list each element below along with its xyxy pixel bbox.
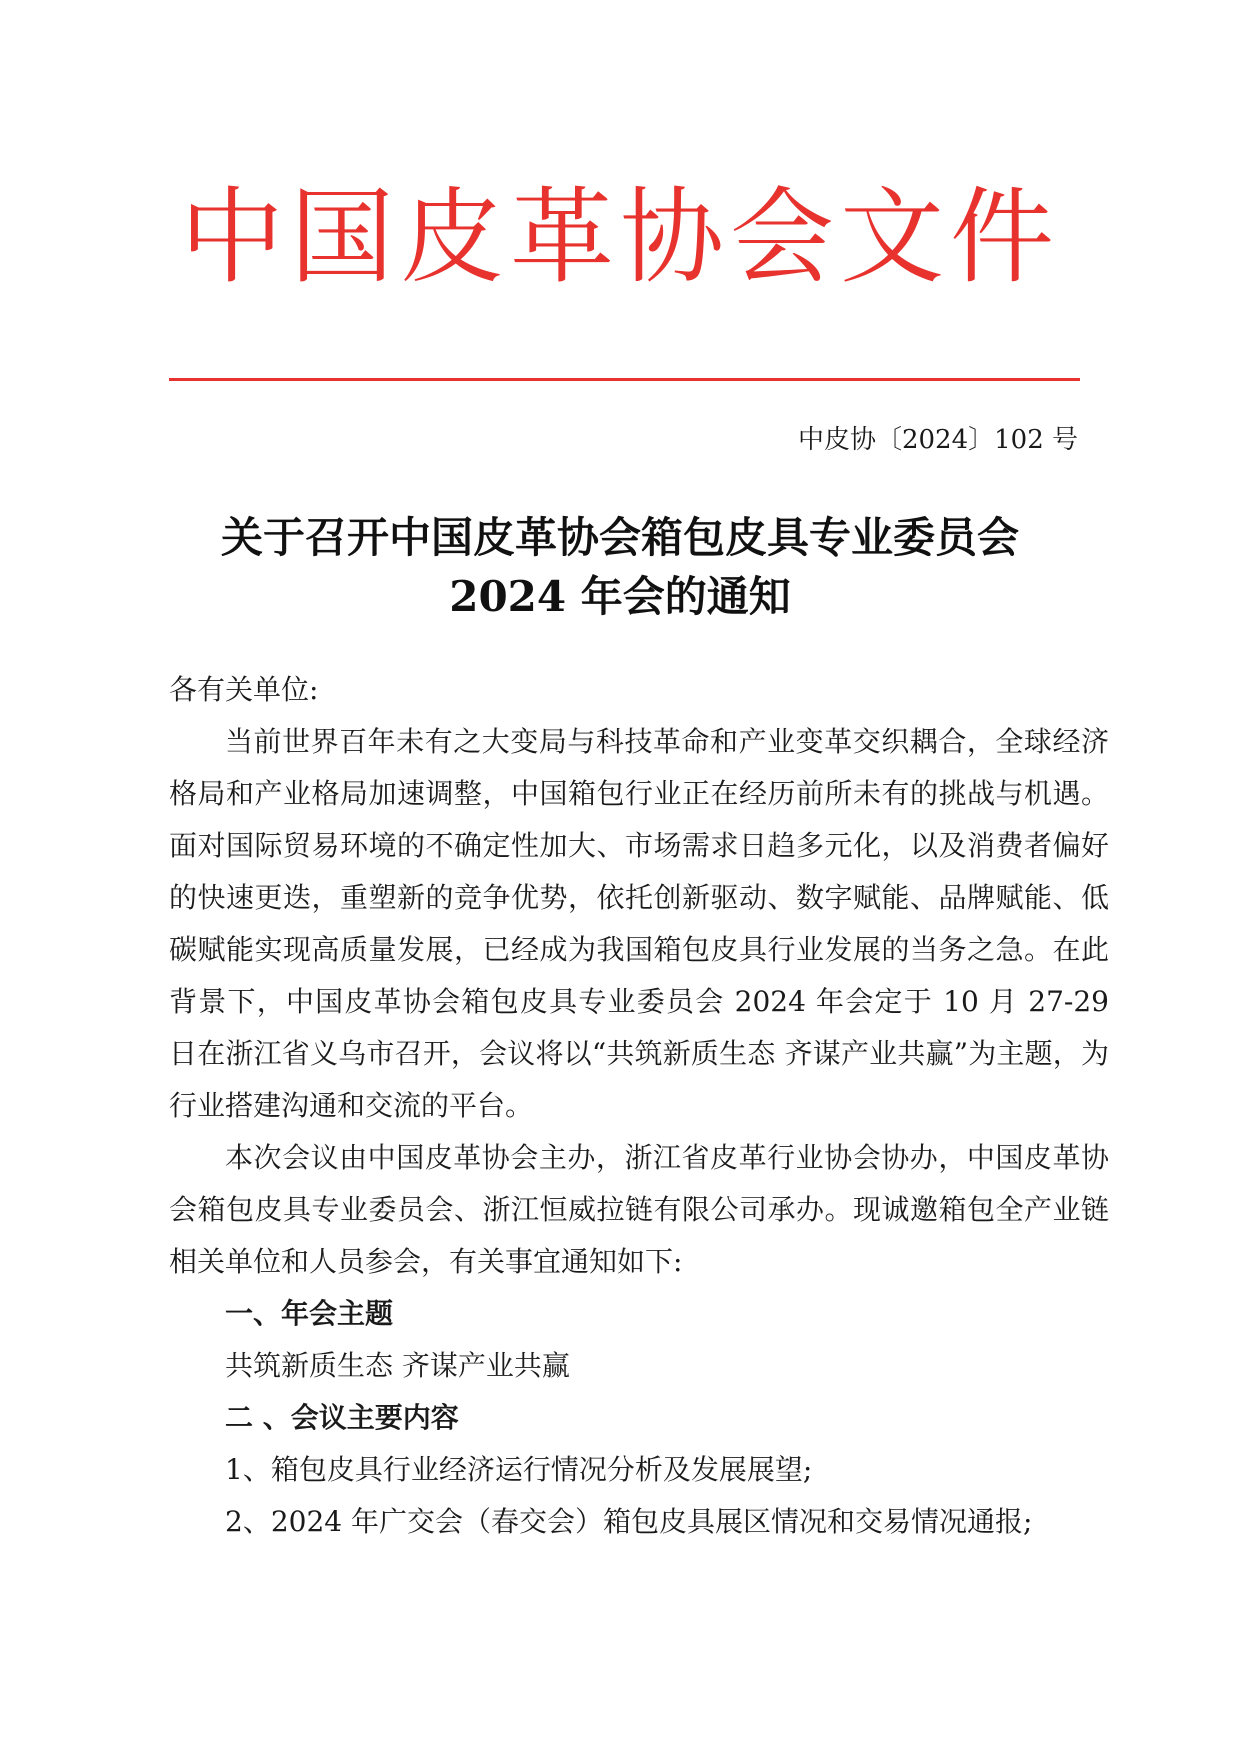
paragraph-background: 当前世界百年未有之大变局与科技革命和产业变革交织耦合，全球经济格局和产业格局加速调整，中国箱包行业正在经历前所未有的挑战与机遇。面对国际贸易环境的不确定性加大、市场需求日趋多元化，以及消费者偏好的快速更迭，重塑新的竞争优势，依托创新驱动、数字赋能、品牌赋能、低碳赋能实现高质量发展，已经成为我国箱包皮具行业发展的当务之急。在此背景下，中国皮革协会箱包皮具专业委员会 2024 年会定于 10 月 27-29 日在浙江省义乌市召开，会议将以“共筑新质生态 齐谋产业共赢”为主题，为行业搭建沟通和交流的平台。 bbox=[169, 725, 1109, 1122]
title-line-1: 关于召开中国皮革协会箱包皮具专业委员会 bbox=[220, 513, 1019, 562]
section-heading-content: 二 、会议主要内容 bbox=[225, 1401, 459, 1434]
document-body bbox=[169, 664, 1109, 1548]
paragraph-organizers: 本次会议由中国皮革协会主办，浙江省皮革行业协会协办，中国皮革协会箱包皮具专业委员会、浙江恒威拉链有限公司承办。现诚邀箱包全产业链相关单位和人员参会，有关事宜通知如下: bbox=[169, 1141, 1109, 1278]
list-item: 1、箱包皮具行业经济运行情况分析及发展展望; bbox=[225, 1453, 813, 1486]
list-item: 2、2024 年广交会（春交会）箱包皮具展区情况和交易情况通报; bbox=[225, 1505, 1033, 1538]
section-text-theme: 共筑新质生态 齐谋产业共赢 bbox=[225, 1349, 570, 1382]
salutation: 各有关单位: bbox=[169, 673, 319, 706]
letterhead: 中国皮革协会文件 bbox=[179, 176, 1060, 298]
red-divider-line bbox=[169, 378, 1080, 381]
notice-title bbox=[0, 508, 1240, 626]
section-heading-theme: 一、年会主题 bbox=[225, 1297, 394, 1330]
title-line-2: 2024 年会的通知 bbox=[449, 572, 791, 621]
document-number: 中皮协〔2024〕102 号 bbox=[797, 425, 1078, 455]
